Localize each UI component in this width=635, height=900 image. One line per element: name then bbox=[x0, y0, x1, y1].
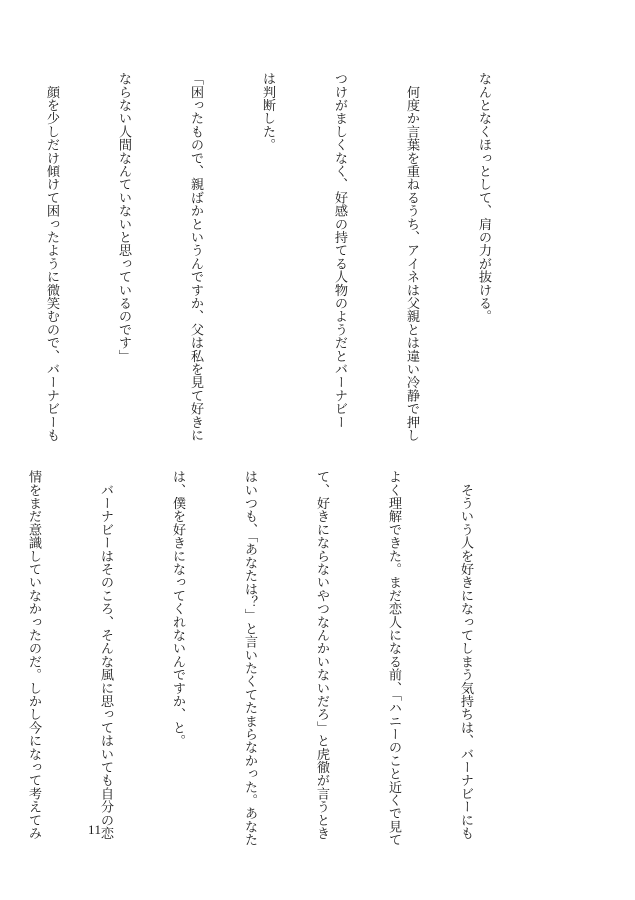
text-line: なんとなくほっとして、肩の力が抜ける。 bbox=[476, 72, 491, 323]
text-line: よく理解できた。まだ恋人になる前、「ハニーのこと近くで見て bbox=[386, 470, 401, 847]
text-line: つけがましくなく、好感の持てる人物のようだとバーナビー bbox=[332, 72, 347, 429]
text-line: て、好きにならないやつなんかいないだろ」と虎徹が言うとき bbox=[314, 470, 329, 840]
text-line: そういう人を好きになってしまう気持ちは、バーナビーにも bbox=[458, 470, 473, 840]
page-number: 11 bbox=[88, 822, 102, 837]
text-line: バーナビーはそのころ、そんな風に思ってはいても自分の恋 bbox=[98, 470, 113, 840]
text-line: は、僕を好きになってくれないんですか、と。 bbox=[170, 470, 185, 748]
text-block-top bbox=[44, 72, 543, 472]
text-line: ならない人間なんていないと思っているのです」 bbox=[116, 72, 131, 363]
text-line: はいつも、「あなたは？」と言いたくてたまらなかった。あなた bbox=[242, 470, 257, 847]
text-line: は判断した。 bbox=[260, 72, 275, 152]
text-line: 「困ったもので、親ばかというんですか、父は私を見て好きに bbox=[188, 72, 203, 442]
text-line: 顔を少しだけ傾けて困ったように微笑むので、バーナビーも bbox=[44, 72, 59, 442]
text-line: 情をまだ意識していなかったのだ。しかし今になって考えてみ bbox=[26, 470, 41, 840]
text-line: 何度か言葉を重ねるうち、アイネは父親とは違い冷静で押し bbox=[404, 72, 419, 442]
